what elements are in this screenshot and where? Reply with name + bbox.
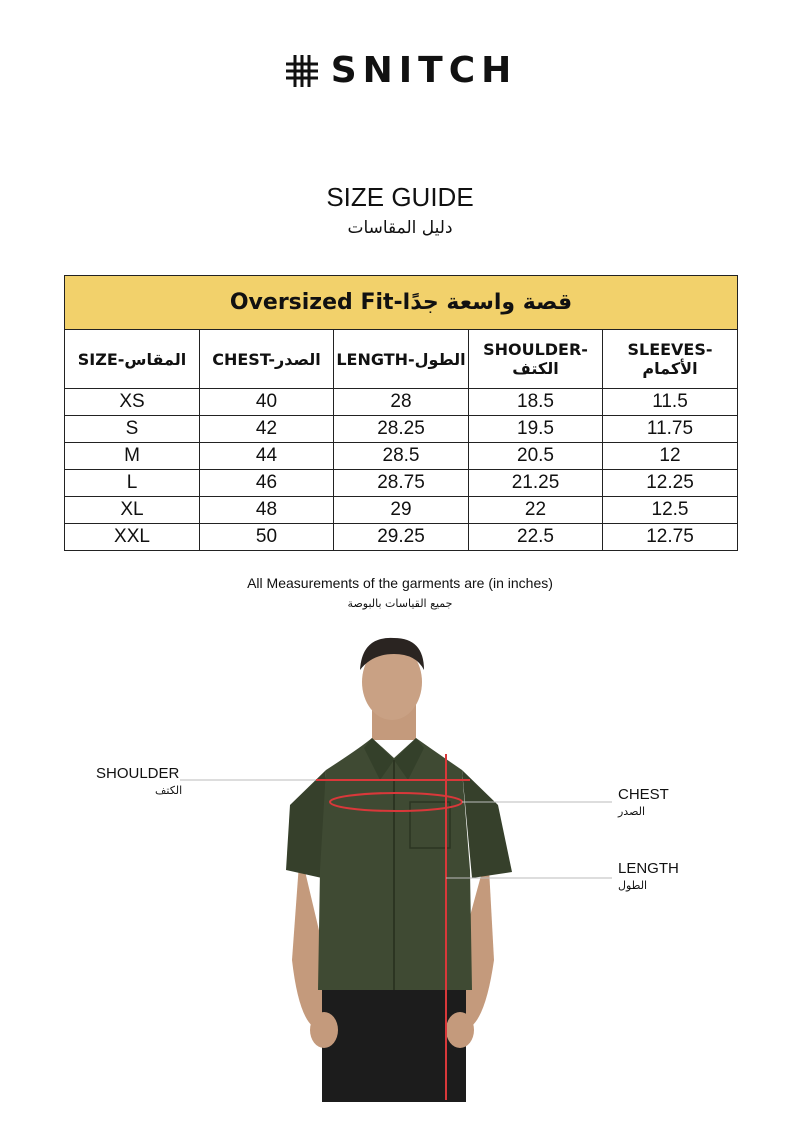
table-cell: 28 bbox=[334, 389, 469, 416]
header-line-1: CHEST-الصدر bbox=[212, 349, 321, 369]
table-cell: L bbox=[65, 470, 200, 497]
table-cell: 12.5 bbox=[603, 497, 738, 524]
length-label-arabic: الطول bbox=[618, 879, 648, 892]
size-table bbox=[64, 275, 738, 551]
chest-label-arabic: الصدر bbox=[618, 805, 646, 818]
table-cell: 20.5 bbox=[469, 443, 603, 470]
table-cell: 48 bbox=[200, 497, 334, 524]
table-cell: 42 bbox=[200, 416, 334, 443]
header-line-1: SIZE-المقاس bbox=[77, 349, 187, 369]
header-line-2: الأكمام bbox=[642, 359, 698, 378]
header-chest bbox=[200, 330, 334, 389]
table-cell: 46 bbox=[200, 470, 334, 497]
table-cell: 22 bbox=[469, 497, 603, 524]
fit-header-row bbox=[65, 276, 738, 330]
table-cell: 12 bbox=[603, 443, 738, 470]
header-line-1: SHOULDER- bbox=[483, 340, 588, 359]
model-left-hand bbox=[310, 1012, 338, 1048]
header-shoulder bbox=[469, 330, 603, 389]
table-row bbox=[65, 470, 738, 497]
table-cell: XL bbox=[65, 497, 200, 524]
table-cell: 28.75 bbox=[334, 470, 469, 497]
table-cell: M bbox=[65, 443, 200, 470]
table-cell: 29.25 bbox=[334, 524, 469, 551]
model-illustration bbox=[0, 630, 800, 1110]
shoulder-label-arabic: الكتف bbox=[155, 784, 183, 797]
shoulder-label: SHOULDER bbox=[96, 765, 180, 782]
header-line-1: SLEEVES- bbox=[627, 340, 713, 359]
header-line-2: الكتف bbox=[512, 359, 559, 378]
fit-title: Oversized Fit-قصة واسعة جدًا bbox=[65, 276, 738, 330]
table-cell: 28.5 bbox=[334, 443, 469, 470]
table-cell: 28.25 bbox=[334, 416, 469, 443]
model-left-sleeve bbox=[286, 770, 326, 878]
model-right-hand bbox=[446, 1012, 474, 1048]
table-cell: 29 bbox=[334, 497, 469, 524]
hash-grid-icon bbox=[283, 52, 321, 90]
table-cell: S bbox=[65, 416, 200, 443]
header-length bbox=[334, 330, 469, 389]
brand-logo bbox=[0, 50, 800, 91]
table-cell: 21.25 bbox=[469, 470, 603, 497]
table-cell: 50 bbox=[200, 524, 334, 551]
model-pants bbox=[322, 990, 466, 1102]
table-cell: 12.25 bbox=[603, 470, 738, 497]
table-row bbox=[65, 389, 738, 416]
page-title: SIZE GUIDE bbox=[326, 182, 474, 212]
chest-label: CHEST bbox=[618, 786, 669, 803]
header-sleeves bbox=[603, 330, 738, 389]
length-label: LENGTH bbox=[618, 860, 679, 877]
table-row bbox=[65, 416, 738, 443]
table-row bbox=[65, 443, 738, 470]
table-cell: 11.5 bbox=[603, 389, 738, 416]
table-cell: 40 bbox=[200, 389, 334, 416]
table-cell: 22.5 bbox=[469, 524, 603, 551]
column-header-row bbox=[65, 330, 738, 389]
table-cell: 11.75 bbox=[603, 416, 738, 443]
header-line-1: LENGTH-الطول bbox=[336, 349, 466, 369]
measurement-note: All Measurements of the garments are (in inches) bbox=[247, 575, 553, 591]
table-cell: 12.75 bbox=[603, 524, 738, 551]
table-cell: 19.5 bbox=[469, 416, 603, 443]
table-cell: 44 bbox=[200, 443, 334, 470]
table-body bbox=[65, 389, 738, 551]
brand-name: SNITCH bbox=[330, 50, 518, 91]
model-right-sleeve bbox=[462, 770, 512, 878]
table-row bbox=[65, 524, 738, 551]
table-row bbox=[65, 497, 738, 524]
table-cell: XXL bbox=[65, 524, 200, 551]
measurement-diagram bbox=[0, 630, 800, 1110]
table-cell: XS bbox=[65, 389, 200, 416]
measurement-note-arabic: جميع القياسات بالبوصة bbox=[347, 597, 453, 610]
header-size bbox=[65, 330, 200, 389]
table-cell: 18.5 bbox=[469, 389, 603, 416]
page-title-arabic: دليل المقاسات bbox=[347, 218, 453, 238]
